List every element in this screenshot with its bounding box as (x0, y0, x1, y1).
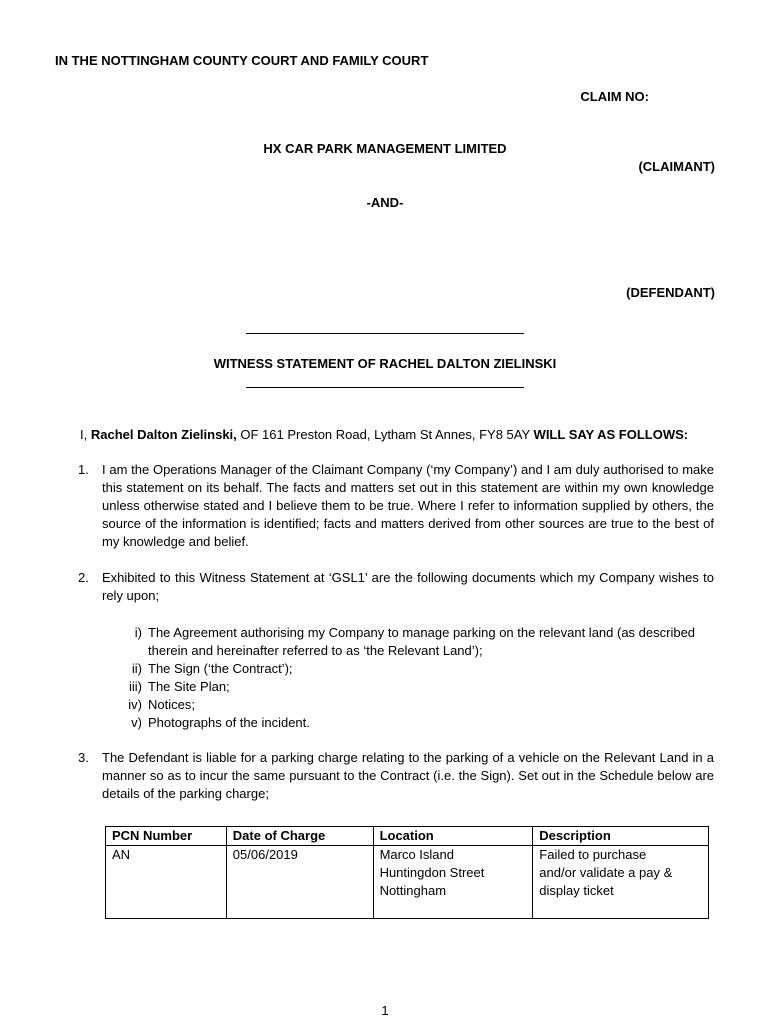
column-header-description: Description (533, 827, 709, 846)
defendant-role: (DEFENDANT) (626, 285, 715, 300)
will-say: WILL SAY AS FOLLOWS: (533, 427, 689, 442)
paragraph-number: 2. (78, 570, 89, 585)
paragraph-text: Exhibited to this Witness Statement at ‘GSL1’ are the following documents which my Company wishes to rely upon; (102, 570, 714, 603)
witness-address: OF 161 Preston Road, Lytham St Annes, FY8 5AY (236, 427, 534, 442)
claimant-role: (CLAIMANT) (638, 159, 715, 174)
statement-title: WITNESS STATEMENT OF RACHEL DALTON ZIELINSKI (213, 356, 557, 371)
list-item-number: v) (131, 715, 142, 730)
list-item (110, 696, 710, 714)
cell-description (533, 846, 709, 919)
list-item-number: ii) (131, 661, 142, 676)
paragraph-number: 3. (78, 750, 89, 765)
list-item-text: Photographs of the incident. (148, 715, 310, 730)
intro-line (80, 426, 720, 444)
list-item-text: The Sign (‘the Contract’); (148, 661, 293, 676)
column-header-location: Location (373, 827, 533, 846)
list-item-number: i) (134, 625, 142, 640)
paragraph-number: 1. (78, 462, 89, 477)
list-item-number: iv) (128, 697, 142, 712)
location-line: Nottingham (379, 883, 447, 898)
court-name: IN THE NOTTINGHAM COUNTY COURT AND FAMILY COURT (55, 53, 429, 68)
list-item (110, 660, 710, 678)
paragraph-text: The Defendant is liable for a parking charge relating to the parking of a vehicle on the Relevant Land in a manner so as to incur the same pursuant to the Contract (i.e. the Sign). Set out in the Schedule below are details of the parking charge; (102, 750, 714, 801)
column-header-date: Date of Charge (226, 827, 373, 846)
paragraph-2 (78, 569, 714, 605)
column-header-pcn: PCN Number (106, 827, 227, 846)
description-line: display ticket (539, 883, 614, 898)
cell-pcn: AN (106, 846, 227, 919)
description-line: Failed to purchase (539, 847, 647, 862)
claim-number-label: CLAIM NO: (580, 89, 649, 104)
location-line: Marco Island (379, 847, 454, 862)
table-header-row (106, 827, 709, 846)
paragraph-text: I am the Operations Manager of the Claimant Company (‘my Company’) and I am duly authorised to make this statement on its behalf. The facts and matters set out in this statement are within my own knowledge unless otherwise stated and I believe them to be true. Where I refer to information supplied by others, the source of the information is identified; facts and matters derived from other sources are true to the best of my knowledge and belief. (102, 462, 714, 549)
parking-charge-schedule (105, 826, 709, 919)
list-item-number: iii) (129, 679, 142, 694)
list-item-text: The Site Plan; (148, 679, 230, 694)
description-line: and/or validate a pay & (539, 865, 673, 880)
list-item-text: Notices; (148, 697, 195, 712)
list-item-text: The Agreement authorising my Company to manage parking on the relevant land (as described therein and hereinafter referred to as ‘the Relevant Land’); (148, 625, 696, 658)
cell-date: 05/06/2019 (226, 846, 373, 919)
and-separator: -AND- (366, 195, 404, 210)
page-number: 1 (381, 1003, 389, 1018)
title-rule-bottom (246, 387, 524, 388)
paragraph-3 (78, 749, 714, 803)
witness-name: Rachel Dalton Zielinski, (90, 427, 237, 442)
claimant-name: HX CAR PARK MANAGEMENT LIMITED (263, 141, 507, 156)
paragraph-1 (78, 461, 714, 551)
cell-location (373, 846, 533, 919)
documents-list (110, 624, 710, 732)
location-line: Huntingdon Street (379, 865, 485, 880)
intro-prefix: I, (80, 427, 91, 442)
list-item (110, 678, 710, 696)
list-item (110, 714, 710, 732)
table-row (106, 846, 709, 919)
title-rule-top (246, 333, 524, 334)
list-item (110, 624, 710, 660)
